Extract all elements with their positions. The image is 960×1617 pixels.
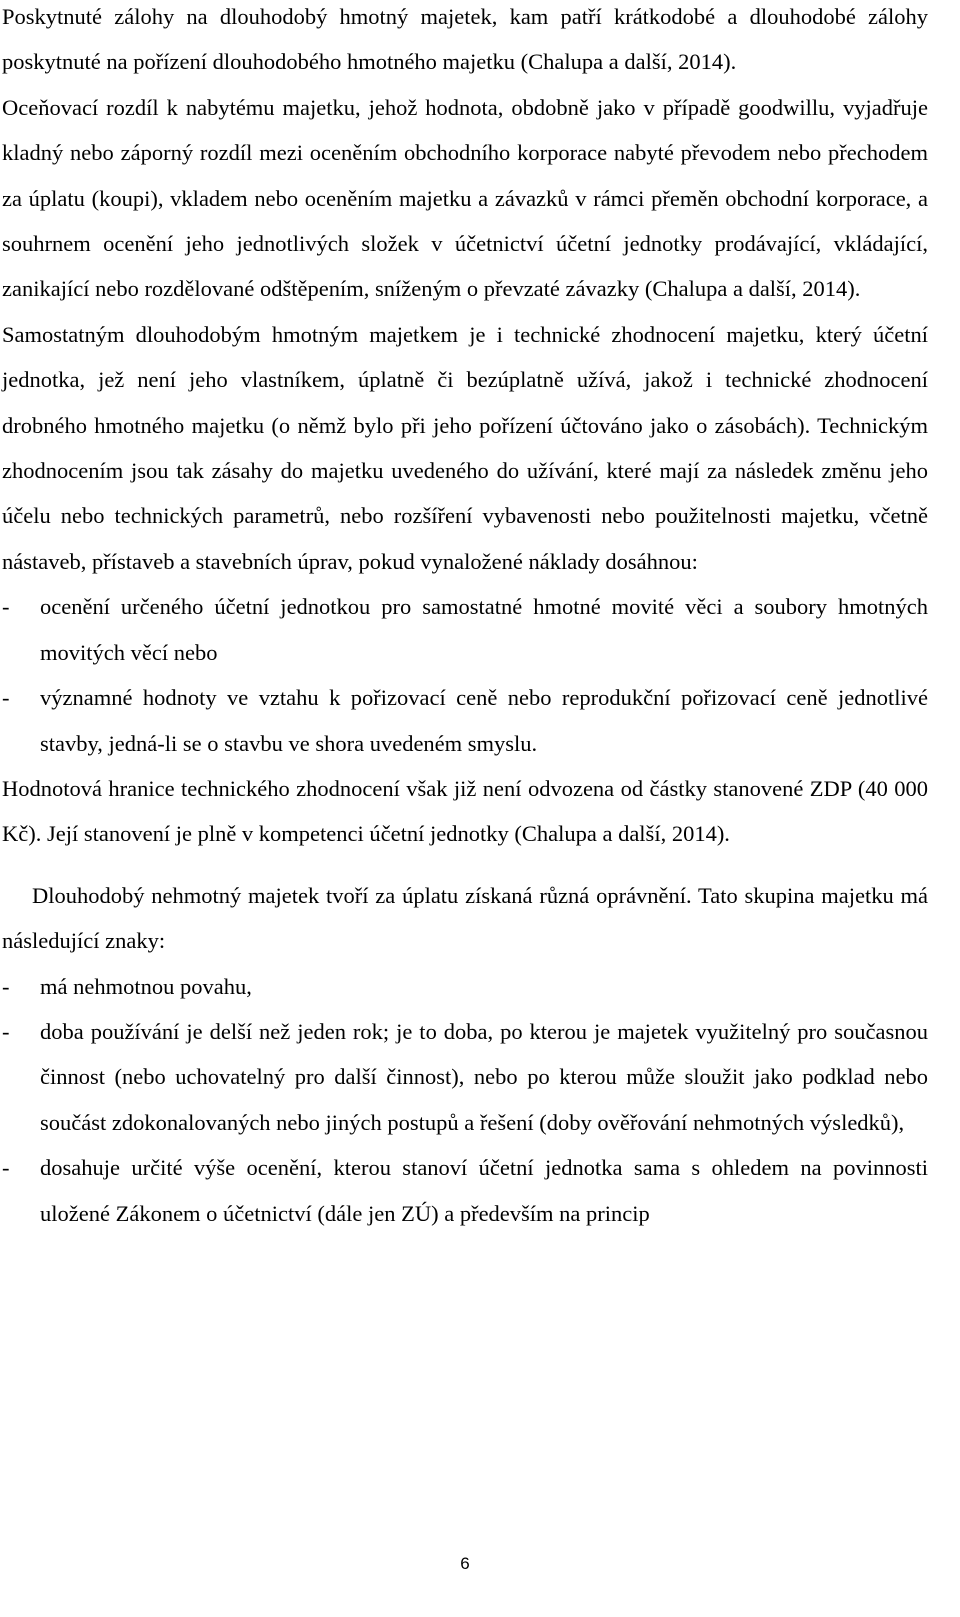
list-item xyxy=(2,584,928,675)
list-item-text: významné hodnoty ve vztahu k pořizovací ceně nebo reprodukční pořizovací ceně jednotlivé stavby, jedná-li se o stavbu ve shora uvedeném smyslu. xyxy=(40,685,928,756)
dash-bullet: - xyxy=(2,1155,10,1181)
dash-bullet: - xyxy=(2,1018,10,1044)
list-item-text: dosahuje určité výše ocenění, kterou stanoví účetní jednotka sama s ohledem na povinnosti uložené Zákonem o účetnictví (dále jen ZÚ) a především na princip xyxy=(40,1155,928,1226)
list-item-text: ocenění určeného účetní jednotkou pro samostatné hmotné movité věci a soubory hmotných movitých věcí nebo xyxy=(40,594,928,665)
dash-bullet: - xyxy=(2,685,10,711)
technical-improvement-list xyxy=(2,584,928,766)
list-item xyxy=(2,675,928,766)
page-body xyxy=(2,0,928,1236)
paragraph-intangible-assets: Dlouhodobý nehmotný majetek tvoří za úplatu získaná různá oprávnění. Tato skupina majetku má následující znaky: xyxy=(2,882,928,954)
page-number: 6 xyxy=(460,1554,470,1573)
dash-bullet: - xyxy=(2,594,10,620)
dash-bullet: - xyxy=(2,973,10,999)
paragraph-spacer xyxy=(2,857,928,873)
paragraph-value-threshold: Hodnotová hranice technického zhodnocení však již není odvozena od částky stanovené ZDP (40 000 Kč). Její stanovení je plně v kompetenci účetní jednotky (Chalupa a další, 2014). xyxy=(2,775,928,847)
list-item xyxy=(2,964,928,1009)
list-item xyxy=(2,1145,928,1236)
intangible-features-list xyxy=(2,964,928,1236)
paragraph-valuation-difference: Oceňovací rozdíl k nabytému majetku, jehož hodnota, obdobně jako v případě goodwillu, vyjadřuje kladný nebo záporný rozdíl mezi oceněním obchodního korporace nabyté převodem nebo přechodem za úplatu (koupi), vkladem nebo oceněním majetku a závazků v rámci přeměn obchodní korporace, a souhrnem ocenění jeho jednotlivých složek v účetnictví účetní jednotky prodávající, vkládající, zanikající nebo rozdělované odštěpením, sníženým o převzaté závazky (Chalupa a další, 2014). xyxy=(2,94,928,302)
list-item xyxy=(2,1009,928,1145)
paragraph-advance-payments: Poskytnuté zálohy na dlouhodobý hmotný majetek, kam patří krátkodobé a dlouhodobé zálohy poskytnuté na pořízení dlouhodobého hmotného majetku (Chalupa a další, 2014). xyxy=(2,4,928,75)
list-item-text: doba používání je delší než jeden rok; je to doba, po kterou je majetek využitelný pro současnou činnost (nebo uchovatelný pro další činnost), nebo po kterou může sloužit jako podklad nebo součást zdokonalovaných nebo jiných postupů a řešení (doby ověřování nehmotných výsledků), xyxy=(40,1018,928,1135)
paragraph-technical-improvement: Samostatným dlouhodobým hmotným majetkem je i technické zhodnocení majetku, který účetní jednotka, jež není jeho vlastníkem, úplatně či bezúplatně užívá, jakož i technické zhodnocení drobného hmotného majetku (o němž bylo při jeho pořízení účtováno jako o zásobách). Technickým zhodnocením jsou tak zásahy do majetku uvedeného do užívání, které mají za následek změnu jeho účelu nebo technických parametrů, nebo rozšíření vybavenosti nebo použitelnosti majetku, včetně nástaveb, přístaveb a stavebních úprav, pokud vynaložené náklady dosáhnou: xyxy=(2,321,928,574)
list-item-text: má nehmotnou povahu, xyxy=(40,973,252,999)
